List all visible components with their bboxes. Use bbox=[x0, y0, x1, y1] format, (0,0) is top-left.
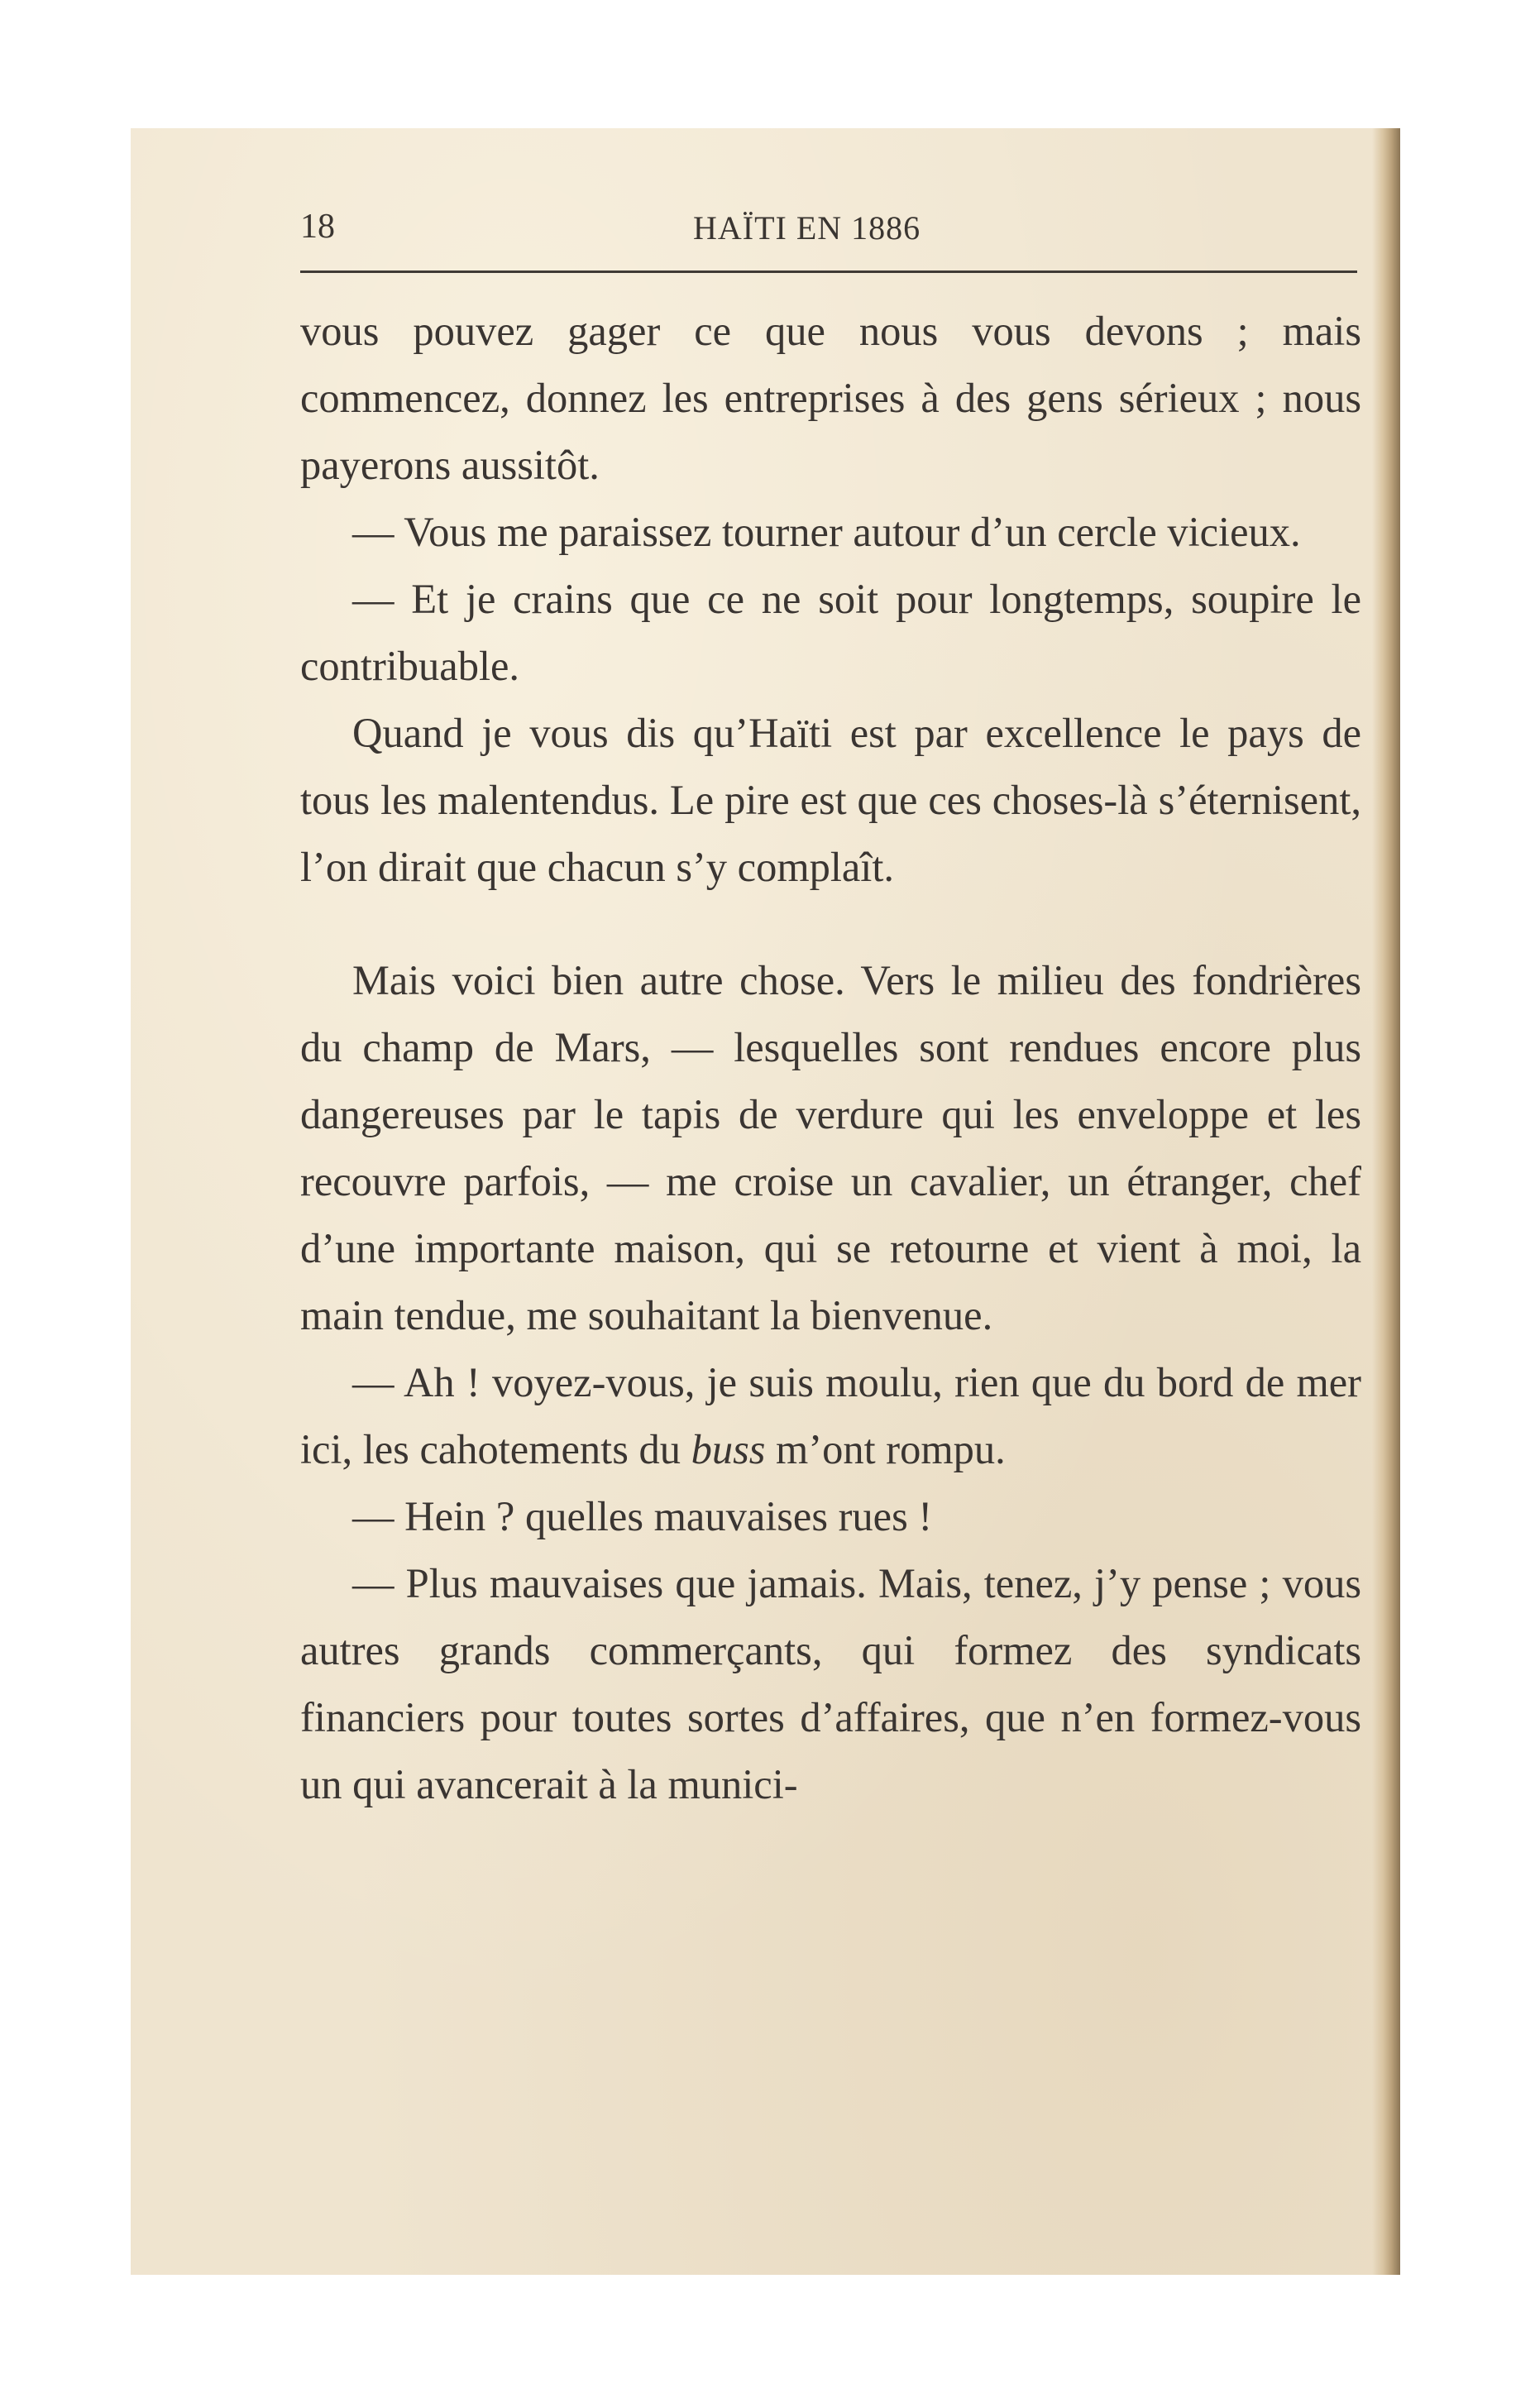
paragraph: vous pouvez gager ce que nous vous devons ; mais commencez, donnez les entreprises à des gens sérieux ; nous payerons aussitôt. bbox=[300, 308, 1361, 488]
page-header bbox=[300, 207, 1357, 265]
book-page bbox=[131, 128, 1400, 2275]
paragraph: — Et je crains que ce ne soit pour longtemps, soupire le contribuable. bbox=[300, 576, 1361, 689]
page-number: 18 bbox=[300, 208, 335, 246]
italic-word: buss bbox=[691, 1426, 766, 1472]
body-text bbox=[300, 298, 1361, 1818]
paragraph-text: — Ah ! voyez-vous, je suis moulu, rien que du bord de mer ici, les cahotements du bbox=[300, 1359, 1361, 1472]
paragraph: — Hein ? quelles mauvaises rues ! bbox=[352, 1493, 933, 1539]
header-rule bbox=[300, 270, 1357, 273]
paragraph: Mais voici bien autre chose. Vers le milieu des fondrières du champ de Mars, — lesquelles sont rendues encore plus dangereuses par le tapis de verdure qui les enveloppe et les recouvre parfois, — me croise un cavalier, un étranger, chef d’une importante maison, qui se retourne et vient à moi, la main tendue, me souhaitant la bienvenue. bbox=[300, 957, 1361, 1338]
paragraph: — Vous me paraissez tourner autour d’un cercle vicieux. bbox=[352, 509, 1301, 555]
paragraph bbox=[300, 1349, 1361, 1483]
running-title: HAÏTI EN 1886 bbox=[693, 209, 921, 247]
paragraph: — Plus mauvaises que jamais. Mais, tenez, j’y pense ; vous autres grands commerçants, qui formez des syndicats financiers pour toutes sortes d’affaires, que n’en formez-vous un qui avancerait à la munici- bbox=[300, 1560, 1361, 1807]
paragraph-text: m’ont rompu. bbox=[765, 1426, 1006, 1472]
page-edge-shadow bbox=[1372, 128, 1400, 2275]
paragraph: Quand je vous dis qu’Haïti est par excellence le pays de tous les malentendus. Le pire est que ces choses-là s’éternisent, l’on dirait que chacun s’y complaît. bbox=[300, 710, 1361, 890]
